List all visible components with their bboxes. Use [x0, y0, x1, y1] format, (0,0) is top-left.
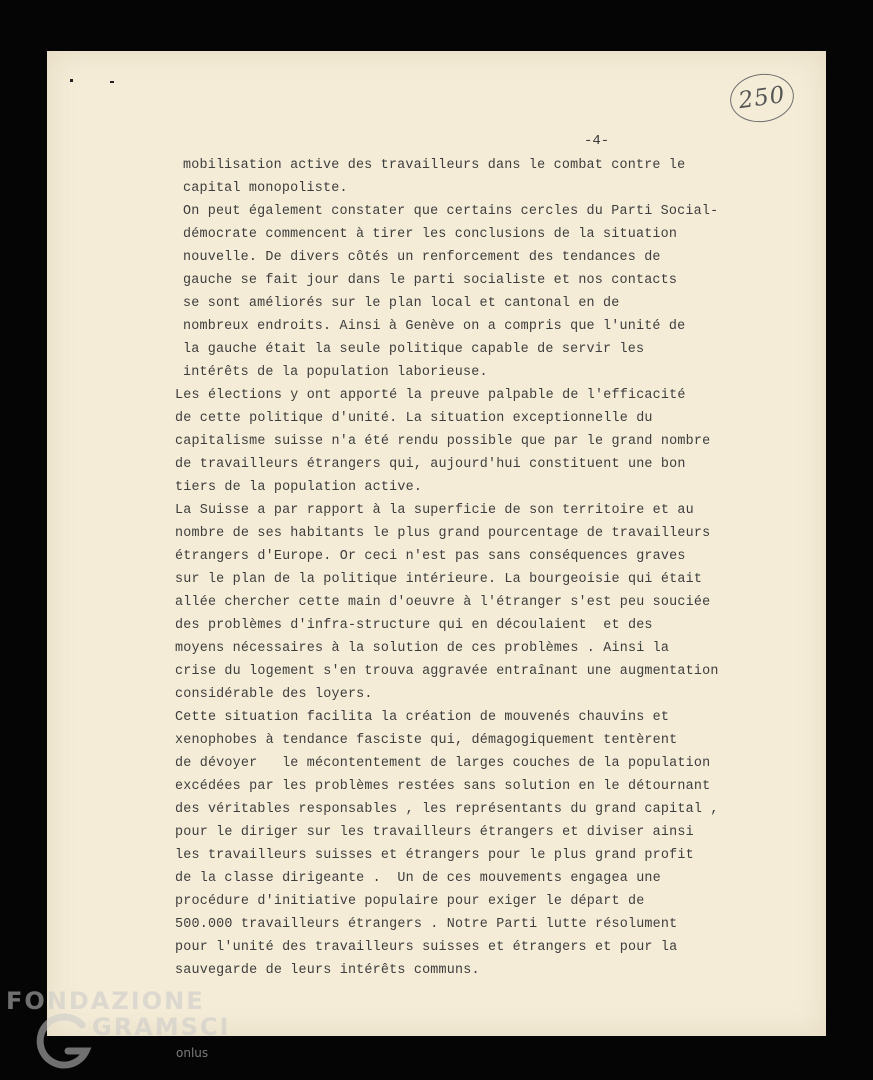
- text-line: de la classe dirigeante . Un de ces mouvements engagea une: [175, 871, 661, 886]
- text-line: de cette politique d'unité. La situation exceptionnelle du: [175, 411, 653, 426]
- watermark-line1: FONDAZIONE: [6, 987, 205, 1015]
- text-line: pour le diriger sur les travailleurs étrangers et diviser ainsi: [175, 825, 694, 840]
- watermark: [0, 983, 260, 1080]
- text-line: allée chercher cette main d'oeuvre à l'étranger s'est peu souciée: [175, 595, 711, 610]
- text-line: crise du logement s'en trouva aggravée entraînant une augmentation: [175, 664, 719, 679]
- text-line: sauvegarde de leurs intérêts communs.: [175, 963, 480, 978]
- text-line: démocrate commencent à tirer les conclusions de la situation: [183, 227, 678, 242]
- text-line: pour l'unité des travailleurs suisses et étrangers et pour la: [175, 940, 678, 955]
- text-line: des problèmes d'infra-structure qui en découlaient et des: [175, 618, 653, 633]
- ink-speck: [110, 81, 114, 83]
- text-line: gauche se fait jour dans le parti socialiste et nos contacts: [183, 273, 678, 288]
- text-line: considérable des loyers.: [175, 687, 373, 702]
- text-line: Cette situation facilita la création de mouvenés chauvins et: [175, 710, 670, 725]
- text-line: des véritables responsables , les représentants du grand capital ,: [175, 802, 719, 817]
- text-line: capitalisme suisse n'a été rendu possible que par le grand nombre: [175, 434, 711, 449]
- text-line: de travailleurs étrangers qui, aujourd'hui constituent une bon: [175, 457, 686, 472]
- text-line: procédure d'initiative populaire pour exiger le départ de: [175, 894, 645, 909]
- text-line: capital monopoliste.: [183, 181, 348, 196]
- text-line: Les élections y ont apporté la preuve palpable de l'efficacité: [175, 388, 686, 403]
- typed-text-body: [175, 51, 815, 1036]
- text-line: sur le plan de la politique intérieure. La bourgeoisie qui était: [175, 572, 703, 587]
- text-line: les travailleurs suisses et étrangers pour le plus grand profit: [175, 848, 694, 863]
- text-line: tiers de la population active.: [175, 480, 423, 495]
- fondazione-gramsci-logo-icon: [34, 1011, 94, 1075]
- text-line: La Suisse a par rapport à la superficie de son territoire et au: [175, 503, 694, 518]
- watermark-onlus: onlus: [176, 1046, 209, 1060]
- document-page: [47, 51, 826, 1036]
- text-line: intérêts de la population laborieuse.: [183, 365, 488, 380]
- watermark-line2: GRAMSCI: [92, 1013, 231, 1041]
- archive-number: 250: [736, 81, 788, 115]
- page-number: -4-: [584, 133, 610, 149]
- ink-speck: [70, 79, 73, 82]
- text-line: moyens nécessaires à la solution de ces problèmes . Ainsi la: [175, 641, 670, 656]
- text-line: On peut également constater que certains cercles du Parti Social-: [183, 204, 719, 219]
- text-line: mobilisation active des travailleurs dans le combat contre le: [183, 158, 686, 173]
- text-line: la gauche était la seule politique capable de servir les: [183, 342, 645, 357]
- text-line: excédées par les problèmes restées sans solution en le détournant: [175, 779, 711, 794]
- text-line: nombreux endroits. Ainsi à Genève on a compris que l'unité de: [183, 319, 686, 334]
- text-line: nouvelle. De divers côtés un renforcement des tendances de: [183, 250, 661, 265]
- text-line: 500.000 travailleurs étrangers . Notre Parti lutte résolument: [175, 917, 678, 932]
- text-line: étrangers d'Europe. Or ceci n'est pas sans conséquences graves: [175, 549, 686, 564]
- text-line: se sont améliorés sur le plan local et cantonal en de: [183, 296, 620, 311]
- text-line: xenophobes à tendance fasciste qui, démagogiquement tentèrent: [175, 733, 678, 748]
- text-line: de dévoyer le mécontentement de larges couches de la population: [175, 756, 711, 771]
- text-line: nombre de ses habitants le plus grand pourcentage de travailleurs: [175, 526, 711, 541]
